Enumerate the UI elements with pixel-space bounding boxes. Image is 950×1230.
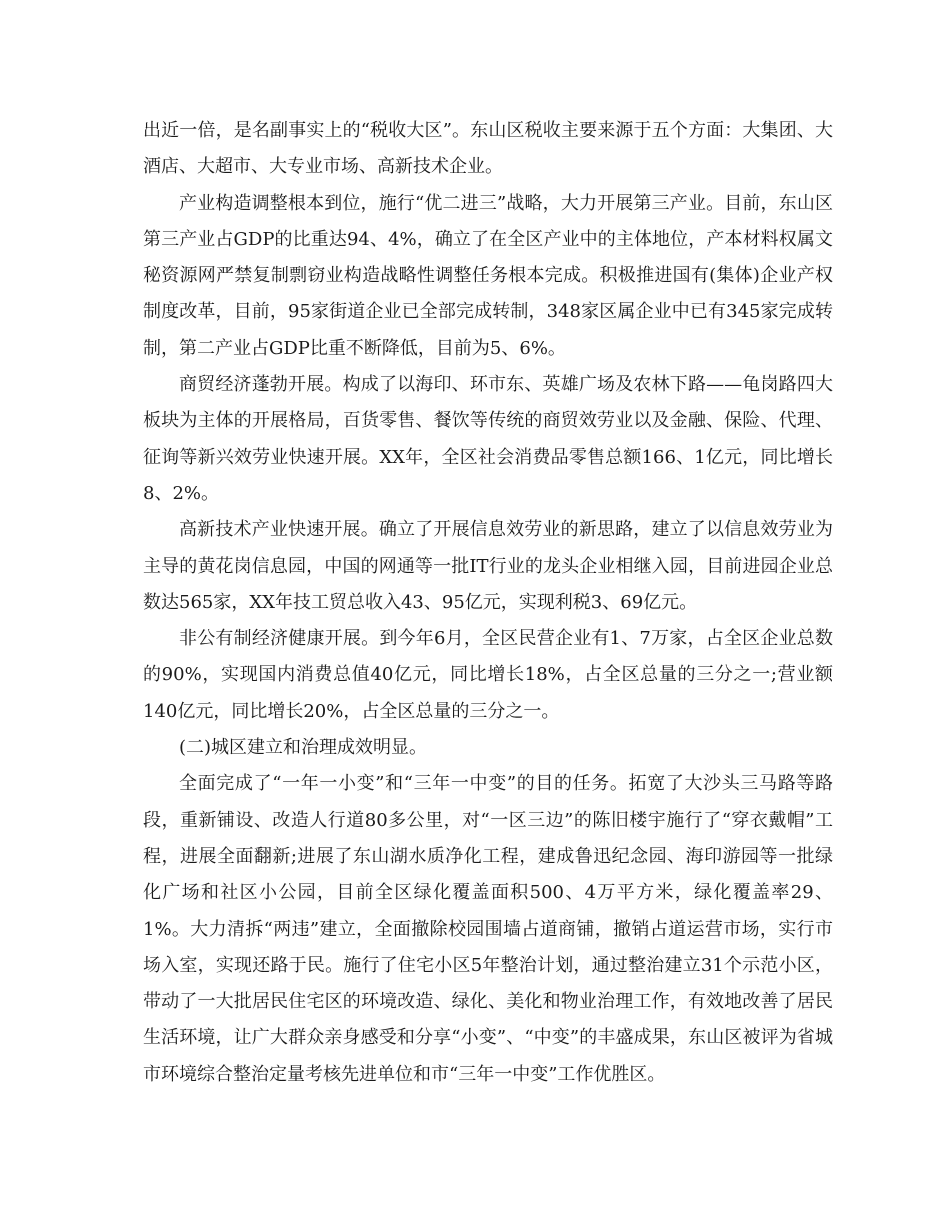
paragraph-commerce: 商贸经济蓬勃开展。构成了以海印、环市东、英雄广场及农林下路——龟岗路四大板块为主体的开展格局，百货零售、餐饮等传统的商贸效劳业以及金融、保险、代理、征询等新兴效劳业快速开展。XX年，全区社会消费品零售总额166、1亿元，同比增长8、2%。 bbox=[143, 374, 833, 504]
document-body bbox=[143, 113, 833, 1093]
section-heading-urban-construction: (二)城区建立和治理成效明显。 bbox=[179, 737, 428, 759]
paragraph-private-economy: 非公有制经济健康开展。到今年6月，全区民营企业有1、7万家，占全区企业总数的90%，实现国内消费总值40亿元，同比增长18%，占全区总量的三分之一;营业额140亿元，同比增长20%，占全区总量的三分之一。 bbox=[143, 628, 833, 722]
paragraph-tax-sources: 出近一倍，是名副事实上的“税收大区”。东山区税收主要来源于五个方面：大集团、大酒店、大超市、大专业市场、高新技术企业。 bbox=[143, 120, 833, 178]
paragraph-high-tech: 高新技术产业快速开展。确立了开展信息效劳业的新思路，建立了以信息效劳业为主导的黄花岗信息园，中国的网通等一批IT行业的龙头企业相继入园，目前进园企业总数达565家，XX年技工贸总收入43、95亿元，实现利税3、69亿元。 bbox=[143, 519, 833, 613]
paragraph-industry-structure: 产业构造调整根本到位，施行“优二进三”战略，大力开展第三产业。目前，东山区第三产业占GDP的比重达94、4%，确立了在全区产业中的主体地位，产本材料权属文秘资源网严禁复制剽窃业构造战略性调整任务根本完成。积极推进国有(集体)企业产权制度改革，目前，95家街道企业已全部完成转制，348家区属企业中已有345家完成转制，第二产业占GDP比重不断降低，目前为5、6%。 bbox=[143, 192, 833, 359]
paragraph-urban-renewal: 全面完成了“一年一小变”和“三年一中变”的目的任务。拓宽了大沙头三马路等路段，重新铺设、改造人行道80多公里，对“一区三边”的陈旧楼宇施行了“穿衣戴帽”工程，进展全面翻新;进展了东山湖水质净化工程，建成鲁迅纪念园、海印游园等一批绿化广场和社区小公园，目前全区绿化覆盖面积500、4万平方米，绿化覆盖率29、1%。大力清拆“两违”建立，全面撤除校园围墙占道商铺，撤销占道运营市场，实行市场入室，实现还路于民。施行了住宅小区5年整治计划，通过整治建立31个示范小区，带动了一大批居民住宅区的环境改造、绿化、美化和物业治理工作，有效地改善了居民生活环境，让广大群众亲身感受和分享“小变”、“中变”的丰盛成果，东山区被评为省城市环境综合整治定量考核先进单位和市“三年一中变”工作优胜区。 bbox=[143, 773, 833, 1085]
